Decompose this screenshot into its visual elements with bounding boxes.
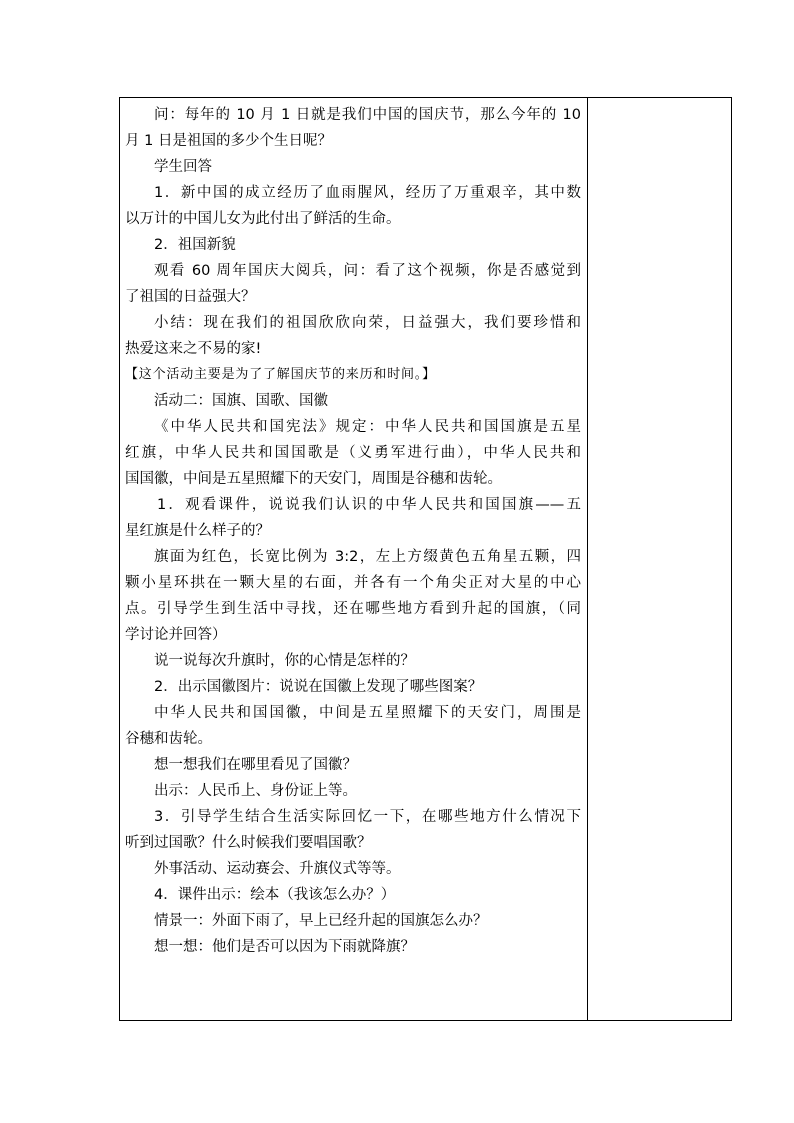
activity-note: 【这个活动主要是为了了解国庆节的来历和时间。】 (125, 367, 436, 382)
paragraph-line: 颗小星环拱在一颗大星的右面，并各有一个角尖正对大星的中心 (125, 575, 581, 591)
paragraph-line: 星红旗是什么样子的？ (125, 523, 270, 539)
paragraph-line: 说一说每次升旗时，你的心情是怎样的？ (154, 653, 415, 669)
paragraph-line: 2．祖国新貌 (154, 237, 236, 253)
paragraph-line: 1．新中国的成立经历了血雨腥风，经历了万重艰辛，其中数 (154, 185, 581, 201)
paragraph-line: 学生回答 (154, 159, 212, 175)
paragraph-line: 观看 60 周年国庆大阅兵，问：看了这个视频，你是否感觉到 (154, 263, 581, 279)
paragraph-line: 问：每年的 10 月 1 日就是我们中国的国庆节，那么今年的 10 (154, 107, 581, 123)
paragraph-line: 情景一：外面下雨了，早上已经升起的国旗怎么办？ (154, 913, 488, 929)
paragraph-line: 2．出示国徽图片：说说在国徽上发现了哪些图案？ (154, 679, 483, 695)
paragraph-line: 国国徽，中间是五星照耀下的天安门，周围是谷穗和齿轮。 (125, 471, 502, 487)
paragraph-line: 学讨论并回答） (125, 627, 227, 643)
paragraph-line: 活动二：国旗、国歌、国徽 (154, 393, 328, 409)
paragraph-line: 以万计的中国儿女为此付出了鲜活的生命。 (125, 211, 401, 227)
paragraph-line: 中华人民共和国国徽，中间是五星照耀下的天安门，周围是 (154, 705, 581, 721)
paragraph-line: 想一想：他们是否可以因为下雨就降旗？ (154, 939, 415, 955)
paragraph-line: 月 1 日是祖国的多少个生日呢？ (125, 133, 332, 149)
paragraph-line: 谷穗和齿轮。 (125, 731, 212, 747)
paragraph-line: 了祖国的日益强大？ (125, 289, 256, 305)
paragraph-line: 热爱这来之不易的家! (125, 341, 262, 357)
paragraph-line: 点。引导学生到生活中寻找，还在哪些地方看到升起的国旗，（同 (125, 601, 581, 617)
paragraph-line: 1．观看课件，说说我们认识的中华人民共和国国旗——五 (157, 497, 581, 513)
lesson-plan-table (119, 97, 732, 1021)
paragraph-line: 4．课件出示：绘本（我该怎么办？） (154, 887, 396, 903)
lesson-content-cell (120, 102, 587, 960)
notes-cell (588, 98, 731, 1020)
paragraph-line: 红旗，中华人民共和国国歌是（义勇军进行曲），中华人民共和 (125, 445, 581, 461)
paragraph-line: 旗面为红色，长宽比例为 3:2，左上方缀黄色五角星五颗，四 (154, 549, 581, 565)
paragraph-line: 《中华人民共和国宪法》规定：中华人民共和国国旗是五星 (154, 419, 581, 435)
paragraph-line: 外事活动、运动赛会、升旗仪式等等。 (154, 861, 401, 877)
paragraph-line: 听到过国歌？什么时候我们要唱国歌？ (125, 835, 372, 851)
paragraph-line: 小结：现在我们的祖国欣欣向荣，日益强大，我们要珍惜和 (154, 315, 581, 331)
paragraph-line: 3．引导学生结合生活实际回忆一下，在哪些地方什么情况下 (154, 809, 581, 825)
paragraph-line: 出示：人民币上、身份证上等。 (154, 783, 357, 799)
paragraph-line: 想一想我们在哪里看见了国徽？ (154, 757, 357, 773)
